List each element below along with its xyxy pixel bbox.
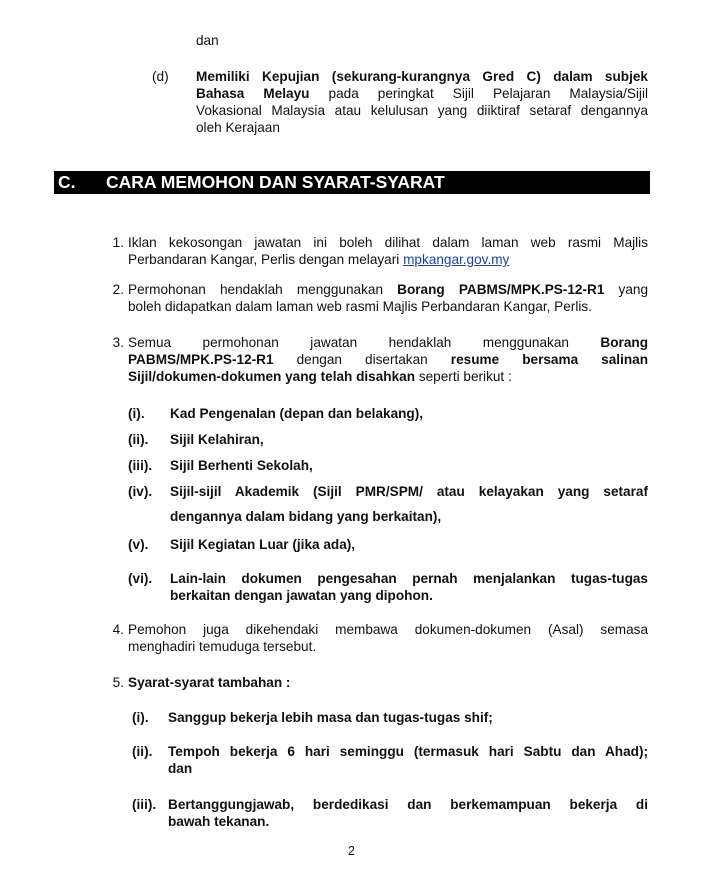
item-3-sub-label: (vi). — [128, 571, 153, 586]
item-3-number: 3. — [112, 335, 124, 350]
section-letter: C. — [58, 172, 76, 192]
item-3-sub-text — [170, 483, 648, 525]
item-5-sub-line1: Tempoh bekerja 6 hari seminggu (termasuk hari Sabtu dan Ahad); — [168, 744, 648, 759]
item-2-line1 — [128, 281, 648, 298]
section-c-header — [54, 171, 650, 194]
item-5-title: Syarat-syarat tambahan : — [128, 675, 291, 690]
item-3-line3-rest: seperti berikut : — [418, 369, 512, 384]
item-4-line1: Pemohon juga dikehendaki membawa dokumen-dokumen (Asal) semasa — [128, 622, 648, 637]
item-3-line3 — [128, 368, 648, 385]
item-2-line1-pre: Permohonan hendaklah menggunakan — [128, 282, 383, 297]
item-5-sub-text — [168, 796, 648, 830]
item-3-sub-line2: dengannya dalam bidang yang berkaitan), — [170, 509, 442, 524]
item-3-sub-line2: berkaitan dengan jawatan yang dipohon. — [170, 588, 433, 603]
item-5-sub-line2: bawah tekanan. — [168, 814, 270, 829]
item-2-number: 2. — [112, 282, 124, 297]
item-3-sijil: Sijil/dokumen-dokumen yang telah disahkan — [128, 369, 416, 384]
item-3-sub-text: Sijil Kelahiran, — [170, 432, 264, 447]
item-3-form-code: PABMS/MPK.PS-12-R1 — [128, 352, 274, 367]
item-3-sub-label: (iii). — [128, 458, 153, 473]
item-3-sub-text: Sijil Kegiatan Luar (jika ada), — [170, 537, 356, 552]
item-3-line2-mid: dengan disertakan — [296, 352, 428, 367]
item-3-sub-text: Kad Pengenalan (depan dan belakang), — [170, 406, 424, 421]
item-5-sub-text: Sanggup bekerja lebih masa dan tugas-tugas shif; — [168, 710, 493, 725]
item-5-sub-line2: dan — [168, 761, 193, 776]
item-3-line2 — [128, 351, 648, 368]
item-3-sub-line1: Sijil-sijil Akademik (Sijil PMR/SPM/ atau kelayakan yang setaraf — [170, 484, 648, 499]
conjunction-dan: dan — [196, 33, 219, 48]
item-1-line2 — [128, 251, 648, 268]
item-2-line1-post: yang — [618, 282, 649, 297]
item-3-sub-text: Sijil Berhenti Sekolah, — [170, 458, 313, 473]
item-5-sub-label: (iii). — [132, 797, 157, 812]
item-5-number: 5. — [112, 675, 124, 690]
item-3-borang: Borang — [600, 335, 648, 350]
item-1-line2-text: Perbandaran Kangar, Perlis dengan melayari — [128, 252, 400, 267]
item-4-line2: menghadiri temuduga tersebut. — [128, 639, 317, 654]
item-1-text — [128, 234, 648, 268]
item-d-line2 — [196, 85, 648, 102]
item-3-text — [128, 334, 648, 385]
item-3-line1-pre: Semua permohonan jawatan hendaklah menggunakan — [128, 335, 569, 350]
item-3-line1 — [128, 334, 648, 351]
item-4-number: 4. — [112, 622, 124, 637]
item-d-line1: Memiliki Kepujian (sekurang-kurangnya Gred C) dalam subjek — [196, 69, 648, 84]
item-d-line4: oleh Kerajaan — [196, 120, 280, 135]
item-3-resume: resume bersama salinan — [450, 352, 649, 367]
item-d-line2-rest: pada peringkat Sijil Pelajaran Malaysia/Sijil — [328, 86, 648, 101]
item-4-text — [128, 621, 648, 655]
item-d-label: (d) — [152, 69, 169, 84]
mpkangar-link[interactable]: mpkangar.gov.my — [403, 252, 510, 267]
item-1-number: 1. — [112, 235, 124, 250]
page-number: 2 — [348, 844, 355, 858]
section-title: CARA MEMOHON DAN SYARAT-SYARAT — [106, 172, 445, 192]
item-3-sub-label: (v). — [128, 537, 149, 552]
item-2-line2: boleh didapatkan dalam laman web rasmi Majlis Perbandaran Kangar, Perlis. — [128, 299, 592, 314]
item-5-sub-line1: Bertanggungjawab, berdedikasi dan berkemampuan bekerja di — [168, 797, 648, 812]
item-5-sub-label: (i). — [132, 710, 149, 725]
item-3-sub-label: (i). — [128, 406, 145, 421]
item-1-line1: Iklan kekosongan jawatan ini boleh dilihat dalam laman web rasmi Majlis — [128, 235, 648, 250]
bahasa-melayu-text: Bahasa Melayu — [196, 86, 310, 101]
item-d-text — [196, 68, 648, 136]
item-3-sub-text — [170, 570, 648, 604]
item-5-sub-label: (ii). — [132, 744, 153, 759]
item-2-text — [128, 281, 648, 315]
item-d-line3: Vokasional Malaysia atau kelulusan yang diiktiraf setaraf dengannya — [196, 103, 648, 118]
item-3-sub-label: (iv). — [128, 484, 153, 499]
borang-name: Borang PABMS/MPK.PS-12-R1 — [397, 282, 605, 297]
item-3-sub-line1: Lain-lain dokumen pengesahan pernah menjalankan tugas-tugas — [170, 571, 648, 586]
item-3-sub-label: (ii). — [128, 432, 149, 447]
item-5-sub-text — [168, 743, 648, 777]
